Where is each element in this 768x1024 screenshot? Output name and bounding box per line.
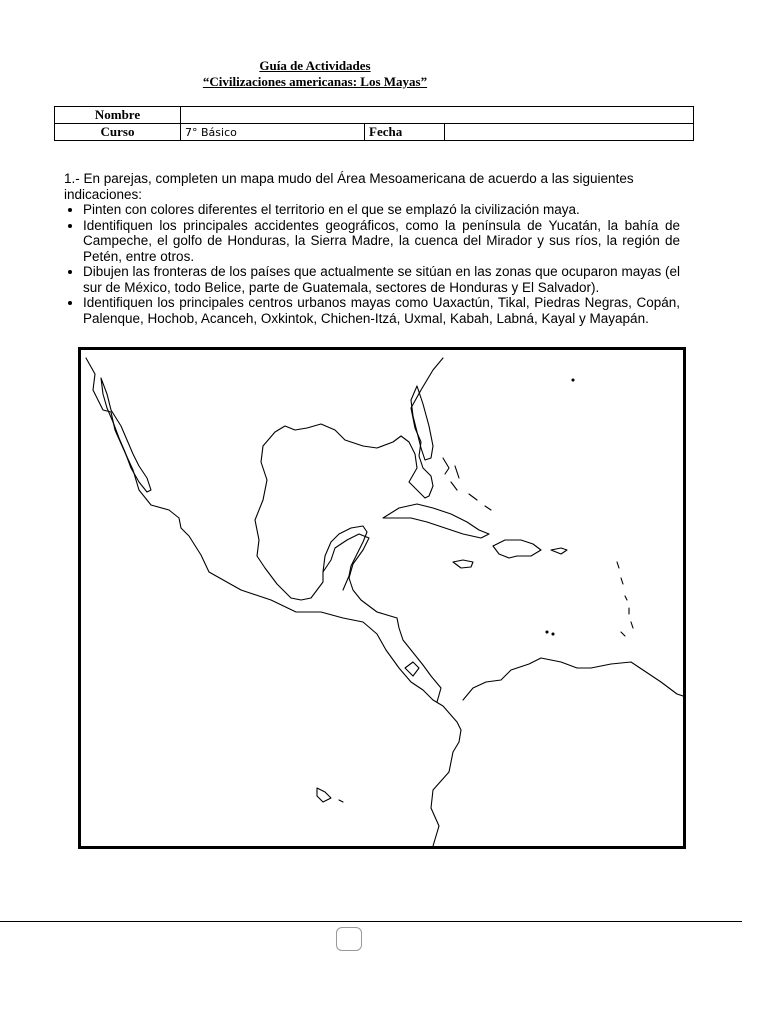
puerto-rico-island — [551, 548, 567, 554]
activity-intro: 1.- En parejas, completen un mapa mudo del Área Mesoamericana de acuerdo a las siguientes indicaciones: — [64, 171, 634, 202]
name-field[interactable] — [181, 107, 694, 124]
island-dot — [572, 379, 574, 381]
name-label: Nombre — [55, 107, 181, 124]
jamaica-island — [453, 560, 473, 568]
island-dot — [552, 633, 554, 635]
galapagos-islands — [317, 788, 343, 802]
cuba-island — [383, 504, 489, 538]
activity-list — [64, 202, 680, 326]
blank-map — [78, 347, 686, 849]
page-indicator[interactable] — [336, 927, 362, 951]
activity-item: • Dibujen las fronteras de los países que actualmente se sitúan en las zonas que ocuparon mayas (el sur de México, todo Belice, parte de Guatemala, sectores de Honduras y El Salvador). — [83, 264, 680, 295]
mesoamerica-outline-map — [81, 350, 683, 846]
lake-nicaragua — [405, 662, 419, 676]
island-dot — [546, 631, 548, 633]
activity-item: • Identifiquen los principales centros urbanos mayas como Uaxactún, Tikal, Piedras Negras, Copán, Palenque, Hochob, Acanceh, Oxkintok, Chichen-Itzá, Uxmal, Kabah, Labná, Kayal y Mayapán. — [83, 295, 680, 326]
activity-item: • Pinten con colores diferentes el territorio en el que se emplazó la civilización maya. — [83, 202, 680, 218]
date-label: Fecha — [365, 124, 445, 141]
yucatan-peninsula — [323, 526, 367, 590]
bahamas-islands — [443, 458, 491, 510]
document-title: Guía de Actividades — [259, 58, 371, 73]
florida-peninsula — [411, 386, 433, 460]
baja-california — [101, 378, 151, 492]
lesser-antilles — [617, 562, 633, 636]
document-subtitle: “Civilizaciones americanas: Los Mayas” — [202, 74, 428, 89]
date-field[interactable] — [445, 124, 694, 141]
activity-instructions — [64, 171, 680, 326]
footer-divider — [0, 921, 742, 922]
mainland-coastline — [86, 358, 683, 846]
activity-item: • Identifiquen los principales accidentes geográficos, como la península de Yucatán, la bahía de Campeche, el golfo de Honduras, la Sierra Madre, la cuenca del Mirador y sus ríos, la región de Petén, entre otros. — [83, 218, 680, 265]
course-label: Curso — [55, 124, 181, 141]
document-header — [190, 58, 440, 90]
course-row — [55, 124, 694, 141]
name-row — [55, 107, 694, 124]
hispaniola-island — [493, 540, 541, 558]
student-info-table — [54, 106, 694, 141]
course-field[interactable]: 7° Básico — [181, 124, 365, 141]
